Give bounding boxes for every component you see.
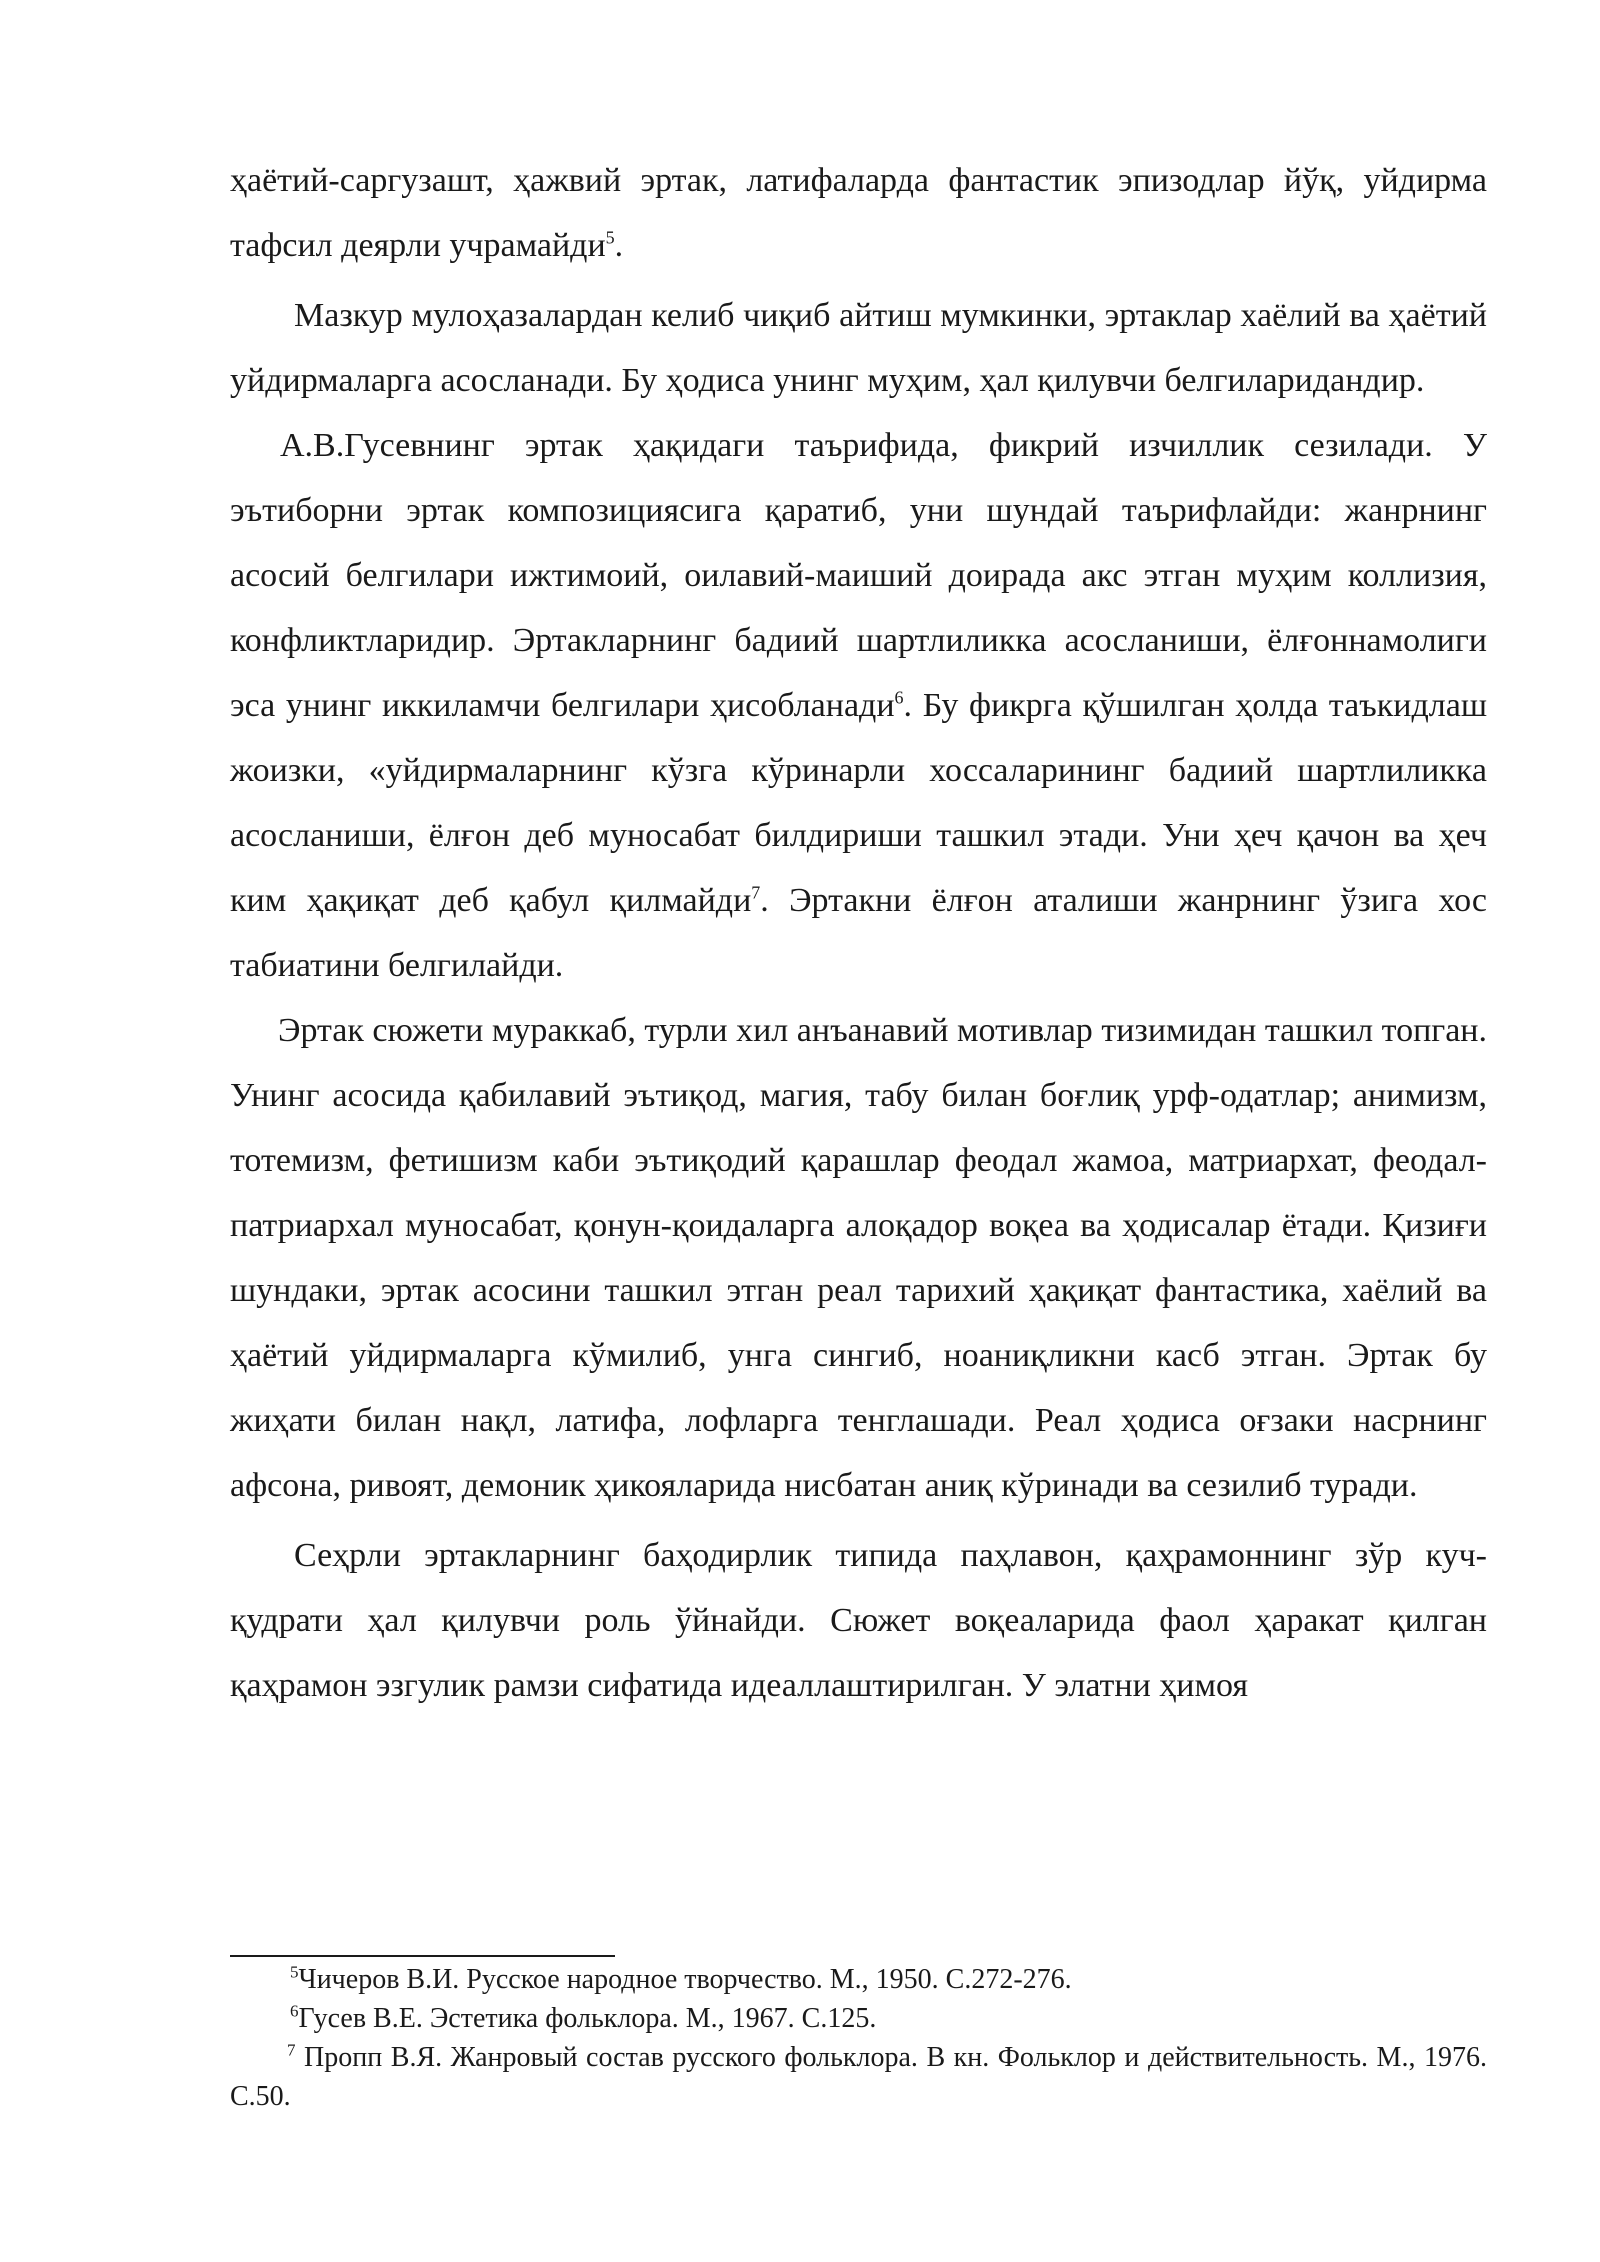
footnote-7: $^7$ Пропп В.Я. Жанровый состав русского фольклора. В кн. Фольклор и действительность. М., 1976. С.50. — [230, 2040, 1487, 2112]
paragraph-conclusion: Мазкур мулоҳазалардан келиб чиқиб айтиш мумкинки, эртаклар хаёлий ва ҳаётий уйдирмаларга асосланади. Бу ҳодиса унинг муҳим, ҳал қилувчи белгиларидандир. — [230, 297, 1487, 399]
body-text — [230, 148, 1487, 1718]
paragraph-plot-structure: Эртак сюжети мураккаб, турли хил анъанавий мотивлар тизимидан ташкил топган. Унинг асосида қабилавий эътиқод, магия, табу билан боғлиқ урф-одатлар; анимизм, тотемизм, фетишизм каби эътиқодий қарашлар феодал жамоа, матриархат, феодал-патриархал муносабат, қонун-қоидаларга алоқадор воқеа ва ҳодисалар ётади. Қизиғи шундаки, эртак асосини ташкил этган реал тарихий ҳақиқат фантастика, хаёлий ва ҳаётий уйдирмаларга кўмилиб, унга сингиб, ноаниқликни касб этган. Эртак бу жиҳати билан нақл, латифа, лофларга тенглашади. Реал ҳодиса оғзаки насрнинг афсона, ривоят, демоник ҳикояларида нисбатан аниқ кўринади ва сезилиб туради. — [230, 1012, 1487, 1504]
paragraph-magic-tales: Сеҳрли эртакларнинг баҳодирлик типида паҳлавон, қаҳрамоннинг зўр куч-қудрати ҳал қилувчи роль ўйнайди. Сюжет воқеаларида фаол ҳаракат қилган қаҳрамон эзгулик рамзи сифатида идеаллаштирилган. У элатни ҳимоя — [230, 1537, 1487, 1704]
footnote-ref-7: 7 — [751, 882, 761, 903]
footnote-ref-5: 5 — [605, 227, 615, 248]
footnote-5: $^5$Чичеров В.И. Русское народное творчество. М., 1950. С.272-276. — [290, 1962, 1072, 1995]
footnote-ref-6: 6 — [894, 687, 904, 708]
footnote-separator — [230, 1955, 615, 1957]
footnote-6: $^6$Гусев В.Е. Эстетика фольклора. М., 1967. С.125. — [290, 2001, 877, 2034]
paragraph-continuation: ҳаётий-саргузашт, ҳажвий эртак, латифаларда фантастик эпизодлар йўқ, уйдирма тафсил деярли учрамайди$^5$. — [230, 162, 1487, 264]
footnotes — [230, 1960, 1487, 2116]
paragraph-gusev-definition: А.В.Гусевнинг эртак ҳақидаги таърифида, фикрий изчиллик сезилади. У эътиборни эртак композициясига қаратиб, уни шундай таърифлайди: жанрнинг асосий белгилари ижтимоий, оилавий-маиший доирада акс этган муҳим коллизия, конфликтларидир. Эртакларнинг бадиий шартлиликка асосланиши, ёлғоннамолиги эса унинг иккиламчи белгилари ҳисобланади$^6$. Бу фикрга қўшилган ҳолда таъкидлаш жоизки, «уйдирмаларнинг кўзга кўринарли хоссаларининг бадиий шартлиликка асосланиши, ёлғон деб муносабат билдириши ташкил этади. Уни ҳеч қачон ва ҳеч ким ҳақиқат деб қабул қилмайди$^7$. Эртакни ёлғон аталиши жанрнинг ўзига хос табиатини белгилайди. — [230, 427, 1488, 984]
